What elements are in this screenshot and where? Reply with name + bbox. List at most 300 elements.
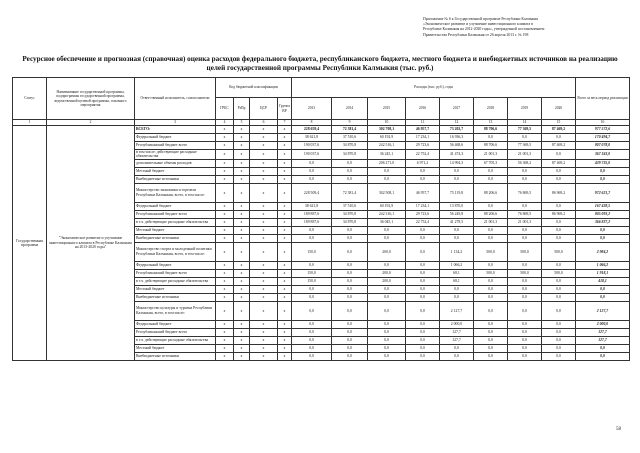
code-cell: x (278, 336, 292, 344)
value-cell: 0,0 (292, 301, 332, 320)
value-cell: 76 869,5 (508, 210, 542, 218)
value-cell: 0,0 (542, 285, 576, 293)
row-label: дополнительные объемы расходов (135, 159, 216, 167)
value-cell: 0,0 (332, 320, 368, 328)
value-cell: 200,0 (368, 242, 406, 261)
value-cell: 56 249,8 (440, 210, 474, 218)
row-label: Внебюджетные источники (135, 352, 216, 360)
code-cell: x (278, 261, 292, 269)
row-label: Республиканский бюджет всего (135, 142, 216, 150)
value-cell: 0,0 (508, 301, 542, 320)
value-cell: 0,0 (406, 226, 440, 234)
value-cell: 29 723,6 (406, 142, 440, 150)
code-cell: x (216, 175, 234, 183)
row-label: Министерство экономики и торговли Республики Калмыкия, всего, в том числе: (135, 183, 216, 202)
value-cell: 13 870,0 (440, 202, 474, 210)
row-label: Внебюджетные источники (135, 175, 216, 183)
code-cell: x (250, 218, 278, 226)
value-cell: 0,0 (508, 352, 542, 360)
value-cell: 46 957,7 (406, 183, 440, 202)
code-cell: x (250, 126, 278, 134)
value-cell: 88 706,6 (474, 142, 508, 150)
code-cell: x (250, 159, 278, 167)
value-cell: 127,7 (440, 336, 474, 344)
value-cell: 17 234,1 (406, 202, 440, 210)
total-cell: 127,7 (576, 336, 630, 344)
value-cell: 0,0 (292, 328, 332, 336)
header-name: Наименование государственной программы, подпрограммы государственной программы, ведомственной целевой программы, основного мероприятия (47, 78, 135, 120)
value-cell: 0,0 (542, 277, 576, 285)
value-cell: 500,0 (542, 242, 576, 261)
value-cell: 0,0 (292, 285, 332, 293)
value-cell: 41 474,3 (440, 150, 474, 160)
value-cell: 0,0 (508, 328, 542, 336)
value-cell: 0,0 (508, 285, 542, 293)
value-cell: 228 659,4 (292, 126, 332, 134)
value-cell: 46 957,7 (406, 126, 440, 134)
code-cell: x (278, 328, 292, 336)
value-cell: 0,0 (406, 277, 440, 285)
row-label: Республиканский бюджет всего (135, 210, 216, 218)
value-cell: 21 001,3 (474, 150, 508, 160)
value-cell: 0,0 (542, 202, 576, 210)
document-title: Ресурсное обеспечение и прогнозная (справочная) оценка расходов федерального бюджета, республиканского бюджета, местного бюджета и внебюджетных источников на реализацию целей государственной программы Республики Калмыкия (тыс. руб.) (22, 55, 618, 72)
header-note-line: Правительства Республики Калмыкия от 26 апреля 2013 г. № 198 (423, 32, 529, 37)
value-cell: 189 887,6 (292, 218, 332, 226)
value-cell: 0,0 (474, 134, 508, 142)
value-cell: 0,0 (406, 328, 440, 336)
value-cell: 0,0 (508, 320, 542, 328)
value-cell: 34 870,8 (332, 150, 368, 160)
value-cell: 500,0 (508, 242, 542, 261)
value-cell: 206 271,0 (368, 159, 406, 167)
value-cell: 0,0 (508, 234, 542, 242)
row-label: в т.ч. действующие расходные обязательства (135, 336, 216, 344)
value-cell: 0,0 (406, 336, 440, 344)
value-cell: 500,0 (474, 242, 508, 261)
column-number: 11 (406, 120, 440, 126)
code-cell: x (250, 150, 278, 160)
value-cell: 0,0 (368, 293, 406, 301)
column-number: 3 (135, 120, 216, 126)
code-cell: x (234, 202, 250, 210)
code-cell: x (216, 269, 234, 277)
total-cell: 0,0 (576, 352, 630, 360)
value-cell: 0,0 (508, 261, 542, 269)
value-cell: 0,0 (368, 285, 406, 293)
value-cell: 0,0 (474, 175, 508, 183)
value-cell: 0,0 (440, 285, 474, 293)
value-cell: 0,0 (542, 234, 576, 242)
row-label: Федеральный бюджет (135, 320, 216, 328)
table-row (13, 126, 630, 134)
code-cell: x (216, 301, 234, 320)
value-cell: 127,7 (440, 328, 474, 336)
value-cell: 0,0 (406, 167, 440, 175)
value-cell: 0,0 (508, 226, 542, 234)
total-cell: 807 078,0 (576, 142, 630, 150)
header-csr: ЦСР (250, 98, 278, 120)
code-cell: x (216, 352, 234, 360)
code-cell: x (234, 261, 250, 269)
value-cell: 0,0 (368, 175, 406, 183)
header-note-line: Республике Калмыкия на 2012-2020 годы», утвержденной постановлением (423, 27, 545, 32)
value-cell: 34 870,8 (332, 210, 368, 218)
value-cell: 38 621,8 (292, 134, 332, 142)
total-cell: 2 984,2 (576, 242, 630, 261)
value-cell: 0,0 (542, 261, 576, 269)
value-cell: 0,0 (542, 301, 576, 320)
code-cell: x (216, 234, 234, 242)
value-cell: 6 971,2 (406, 159, 440, 167)
code-cell: x (278, 218, 292, 226)
value-cell: 77 369,5 (508, 142, 542, 150)
code-cell: x (234, 234, 250, 242)
value-cell: 0,0 (368, 261, 406, 269)
column-number: 1 (13, 120, 47, 126)
total-cell: 439 735,0 (576, 159, 630, 167)
code-cell: x (250, 328, 278, 336)
code-cell: x (250, 336, 278, 344)
value-cell: 21 001,3 (508, 218, 542, 226)
header-classification: Код бюджетной классификации (216, 78, 292, 98)
code-cell: x (216, 210, 234, 218)
code-cell: x (216, 159, 234, 167)
value-cell: 88 706,6 (474, 126, 508, 134)
value-cell: 2 127,7 (440, 301, 474, 320)
code-cell: x (216, 261, 234, 269)
code-cell: x (250, 285, 278, 293)
value-cell: 0,0 (542, 320, 576, 328)
row-label: Министерство спорта и молодежной политики Республики Калмыкия, всего, в том числе: (135, 242, 216, 261)
value-cell: 0,0 (406, 352, 440, 360)
code-cell: x (278, 320, 292, 328)
value-cell: 0,0 (368, 320, 406, 328)
value-cell: 0,0 (332, 344, 368, 352)
value-cell: 34 870,8 (332, 218, 368, 226)
code-cell: x (250, 293, 278, 301)
value-cell: 242 516,1 (368, 142, 406, 150)
value-cell: 0,0 (292, 167, 332, 175)
column-number: 13 (474, 120, 508, 126)
value-cell: 302 508,1 (368, 183, 406, 202)
code-cell: x (278, 175, 292, 183)
header-expenses: Расходы (тыс. руб.), годы (292, 78, 576, 98)
code-cell: x (278, 242, 292, 261)
column-number: 10 (368, 120, 406, 126)
code-cell: x (216, 226, 234, 234)
value-cell: 0,0 (508, 175, 542, 183)
code-cell: x (216, 285, 234, 293)
code-cell: x (250, 242, 278, 261)
value-cell: 0,0 (508, 202, 542, 210)
value-cell: 0,0 (542, 352, 576, 360)
value-cell: 0,0 (508, 167, 542, 175)
total-cell: 0,0 (576, 167, 630, 175)
header-year: 2020 (542, 98, 576, 120)
value-cell: 0,0 (406, 293, 440, 301)
value-cell: 22 752,4 (406, 150, 440, 160)
code-cell: x (216, 183, 234, 202)
value-cell: 0,0 (292, 226, 332, 234)
code-cell: x (250, 301, 278, 320)
code-cell: x (234, 167, 250, 175)
budget-table (12, 77, 630, 361)
value-cell: 0,0 (508, 293, 542, 301)
code-cell: x (216, 218, 234, 226)
value-cell: 0,0 (542, 134, 576, 142)
value-cell: 2 000,0 (440, 320, 474, 328)
code-cell: x (234, 175, 250, 183)
value-cell: 0,0 (292, 159, 332, 167)
row-label: Федеральный бюджет (135, 134, 216, 142)
value-cell: 200,0 (368, 277, 406, 285)
code-cell: x (250, 183, 278, 202)
value-cell: 0,0 (332, 352, 368, 360)
code-cell: x (278, 126, 292, 134)
row-label: Внебюджетные источники (135, 234, 216, 242)
total-cell: 1 918,1 (576, 269, 630, 277)
program-name-cell: "Экономическое развитие и улучшение инвестиционного климата в Республике Калмыкия на 2013-2020 годы" (47, 126, 135, 361)
code-cell: x (250, 202, 278, 210)
column-number: 7 (278, 120, 292, 126)
code-cell: x (278, 202, 292, 210)
column-number: 5 (234, 120, 250, 126)
code-cell: x (234, 183, 250, 202)
value-cell: 0,0 (292, 234, 332, 242)
value-cell: 0,0 (368, 234, 406, 242)
code-cell: x (278, 167, 292, 175)
value-cell: 17 234,1 (406, 134, 440, 142)
column-number: 2 (47, 120, 135, 126)
code-cell: x (216, 328, 234, 336)
code-cell: x (234, 142, 250, 150)
code-cell: x (234, 344, 250, 352)
value-cell: 0,0 (542, 167, 576, 175)
value-cell: 190 037,6 (292, 142, 332, 150)
row-label: Республиканский бюджет всего (135, 269, 216, 277)
value-cell: 0,0 (440, 344, 474, 352)
code-cell: x (234, 277, 250, 285)
code-cell: x (278, 234, 292, 242)
value-cell: 500,0 (542, 269, 576, 277)
total-cell: 366 837,2 (576, 218, 630, 226)
code-cell: x (216, 293, 234, 301)
value-cell: 1 134,2 (440, 242, 474, 261)
status-cell: Государственная программа (13, 126, 47, 361)
value-cell: 0,0 (368, 352, 406, 360)
total-cell: 170 494,7 (576, 134, 630, 142)
value-cell: 150,0 (292, 277, 332, 285)
value-cell: 228 509,4 (292, 183, 332, 202)
header-vr: Группа ВР (278, 98, 292, 120)
value-cell: 0,0 (474, 202, 508, 210)
total-cell: 805 093,2 (576, 210, 630, 218)
value-cell: 76 869,5 (508, 183, 542, 202)
row-label: Министерство культуры и туризма Республики Калмыкия, всего, в том числе: (135, 301, 216, 320)
total-cell: 0,0 (576, 344, 630, 352)
value-cell: 21 001,3 (508, 150, 542, 160)
code-cell: x (278, 210, 292, 218)
value-cell: 75 119,8 (440, 183, 474, 202)
value-cell: 0,0 (474, 293, 508, 301)
value-cell: 0,0 (332, 277, 368, 285)
code-cell: x (250, 134, 278, 142)
header-status: Статус (13, 78, 47, 120)
value-cell: 0,0 (332, 167, 368, 175)
row-label: Местный бюджет (135, 344, 216, 352)
value-cell: 0,0 (406, 234, 440, 242)
value-cell: 0,0 (406, 261, 440, 269)
value-cell: 88 206,6 (474, 183, 508, 202)
row-label: Местный бюджет (135, 167, 216, 175)
code-cell: x (216, 344, 234, 352)
code-cell: x (234, 226, 250, 234)
code-cell: x (234, 293, 250, 301)
total-cell: 367 343,0 (576, 150, 630, 160)
value-cell: 0,0 (332, 328, 368, 336)
value-cell: 0,0 (474, 336, 508, 344)
value-cell: 0,0 (474, 261, 508, 269)
code-cell: x (278, 293, 292, 301)
value-cell: 34 870,8 (332, 142, 368, 150)
total-cell: 2 127,7 (576, 301, 630, 320)
code-cell: x (250, 175, 278, 183)
value-cell: 0,0 (440, 234, 474, 242)
code-cell: x (278, 159, 292, 167)
column-number: 15 (542, 120, 576, 126)
value-cell: 0,0 (332, 301, 368, 320)
value-cell: 189 887,6 (292, 210, 332, 218)
code-cell: x (216, 134, 234, 142)
value-cell: 36 245,1 (368, 150, 406, 160)
code-cell: x (250, 352, 278, 360)
header-year: 2015 (368, 98, 406, 120)
value-cell: 0,0 (332, 285, 368, 293)
value-cell: 0,0 (332, 159, 368, 167)
code-cell: x (216, 150, 234, 160)
value-cell: 200,0 (368, 269, 406, 277)
value-cell: 0,0 (474, 234, 508, 242)
value-cell: 0,0 (542, 218, 576, 226)
code-cell: x (250, 142, 278, 150)
page-number: 58 (616, 427, 621, 432)
value-cell: 0,0 (406, 285, 440, 293)
code-cell: x (278, 277, 292, 285)
code-cell: x (278, 285, 292, 293)
value-cell: 0,0 (474, 285, 508, 293)
header-year: 2017 (440, 98, 474, 120)
code-cell: x (216, 202, 234, 210)
value-cell: 38 621,8 (292, 202, 332, 210)
code-cell: x (278, 344, 292, 352)
value-cell: 86 969,2 (542, 210, 576, 218)
code-cell: x (234, 301, 250, 320)
value-cell: 37 510,6 (332, 134, 368, 142)
value-cell: 68,1 (440, 277, 474, 285)
header-note (423, 17, 628, 38)
code-cell: x (250, 226, 278, 234)
value-cell: 41 278,5 (440, 218, 474, 226)
value-cell: 242 316,1 (368, 210, 406, 218)
value-cell: 150,0 (292, 242, 332, 261)
column-number: 8 (292, 120, 332, 126)
value-cell: 0,0 (474, 301, 508, 320)
value-cell: 0,0 (368, 344, 406, 352)
code-cell: x (234, 285, 250, 293)
value-cell: 500,0 (508, 269, 542, 277)
value-cell: 0,0 (292, 175, 332, 183)
table-body (13, 120, 630, 361)
code-cell: x (234, 134, 250, 142)
total-cell: 972 621,7 (576, 183, 630, 202)
code-cell: x (250, 167, 278, 175)
row-label: в т.ч. действующие расходные обязательства (135, 277, 216, 285)
value-cell: 0,0 (332, 242, 368, 261)
total-cell: 977 572,6 (576, 126, 630, 134)
value-cell: 87 469,2 (542, 126, 576, 134)
value-cell: 68,1 (440, 269, 474, 277)
row-label: в том числе: действующие расходные обязательства (135, 150, 216, 160)
total-cell: 1 066,2 (576, 261, 630, 269)
total-cell: 167 428,5 (576, 202, 630, 210)
row-label: в т.ч. действующие расходные обязательства (135, 218, 216, 226)
total-cell: 418,1 (576, 277, 630, 285)
code-cell: x (278, 134, 292, 142)
code-cell: x (234, 126, 250, 134)
header-total: Всего за весь период реализации (576, 78, 630, 120)
value-cell: 0,0 (474, 226, 508, 234)
value-cell: 0,0 (406, 175, 440, 183)
row-label: ВСЕГО: (135, 126, 216, 134)
header-rzpr: РзПр (234, 98, 250, 120)
total-cell: 0,0 (576, 226, 630, 234)
code-cell: x (278, 150, 292, 160)
code-cell: x (234, 218, 250, 226)
code-cell: x (278, 352, 292, 360)
column-number: 12 (440, 120, 474, 126)
total-cell: 0,0 (576, 175, 630, 183)
value-cell: 72 381,4 (332, 183, 368, 202)
value-cell: 0,0 (508, 134, 542, 142)
code-cell: x (278, 226, 292, 234)
value-cell: 0,0 (292, 293, 332, 301)
value-cell: 0,0 (440, 226, 474, 234)
value-cell: 88 206,6 (474, 210, 508, 218)
code-cell: x (234, 150, 250, 160)
value-cell: 190 037,6 (292, 150, 332, 160)
value-cell: 0,0 (368, 167, 406, 175)
value-cell: 0,0 (406, 242, 440, 261)
value-cell: 0,0 (406, 269, 440, 277)
value-cell: 0,0 (332, 175, 368, 183)
header-executor: Ответственный исполнитель, соисполнители (135, 78, 216, 120)
code-cell: x (216, 142, 234, 150)
total-cell: 2 000,0 (576, 320, 630, 328)
value-cell: 0,0 (368, 226, 406, 234)
value-cell: 73 202,7 (440, 126, 474, 134)
code-cell: x (234, 320, 250, 328)
value-cell: 0,0 (332, 269, 368, 277)
value-cell: 0,0 (508, 277, 542, 285)
header-grbs: ГРБС (216, 98, 234, 120)
header-note-line: «Экономическое развитие и улучшение инвестиционного климата в (423, 22, 533, 27)
value-cell: 0,0 (332, 293, 368, 301)
value-cell: 0,0 (292, 320, 332, 328)
value-cell: 0,0 (406, 301, 440, 320)
code-cell: x (234, 242, 250, 261)
value-cell: 0,0 (542, 293, 576, 301)
